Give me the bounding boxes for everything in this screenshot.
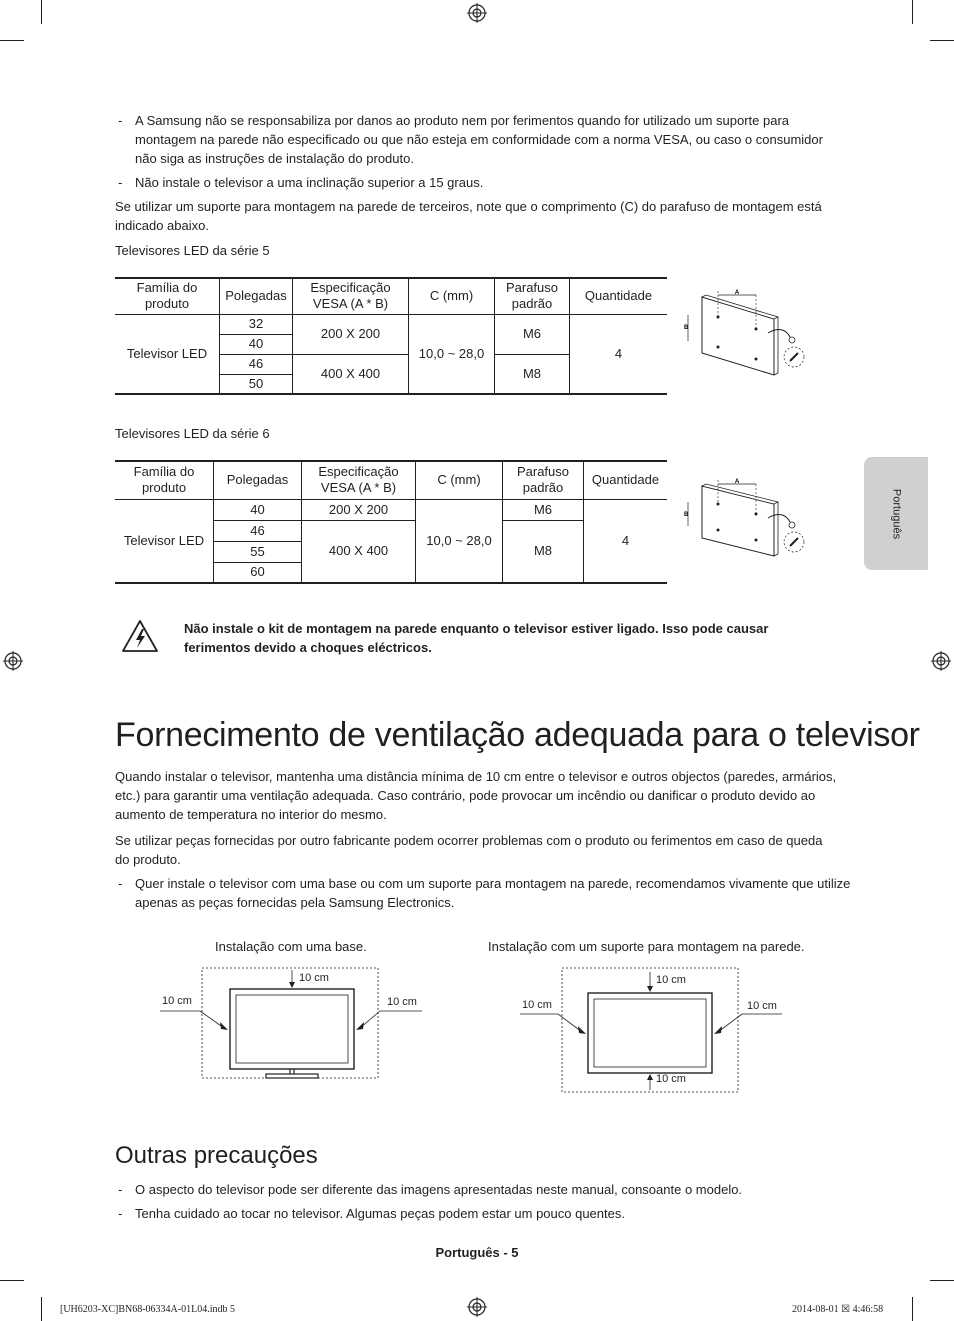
- col-screw: Parafuso padrão: [495, 278, 570, 314]
- precautions-heading: Outras precauções: [115, 1142, 318, 1169]
- clearance-top-label: 10 cm: [656, 974, 686, 986]
- intro-bullet-2: - Não instale o televisor a uma inclinação superior a 15 graus.: [118, 175, 484, 190]
- ventilation-paragraph-2: Se utilizar peças fornecidas por outro fabricante podem ocorrer problemas com o produto ou ferimentos em caso de queda do produto.: [115, 833, 823, 867]
- wall-mount-diagram-series5: [682, 287, 812, 379]
- print-footer-right: 2014-08-01 ☒ 4:46:58: [792, 1304, 884, 1315]
- clearance-top-label: 10 cm: [299, 972, 329, 984]
- col-c: C (mm): [409, 278, 495, 314]
- list-item: - O aspecto do televisor pode ser diferente das imagens apresentadas neste manual, consoante o modelo.: [118, 1182, 743, 1197]
- clearance-right-label: 10 cm: [387, 996, 417, 1008]
- inches-cell: 55: [214, 541, 302, 562]
- inches-cell: 32: [220, 314, 293, 334]
- stand-installation-diagram: [160, 962, 430, 1082]
- col-quantity: Quantidade: [584, 461, 668, 499]
- registration-mark-left: [3, 651, 23, 671]
- intro-paragraph: Se utilizar um suporte para montagem na parede de terceiros, note que o comprimento (C) do parafuso de montagem está indicado abaixo.: [115, 199, 822, 233]
- inches-cell: 50: [220, 374, 293, 394]
- vesa-cell: 400 X 400: [302, 520, 416, 583]
- electric-shock-warning-icon: [121, 619, 159, 653]
- registration-mark-bottom: [467, 1297, 487, 1317]
- screw-cell: M6: [503, 499, 584, 520]
- clearance-bottom-label: 10 cm: [656, 1073, 686, 1085]
- col-inches: Polegadas: [214, 461, 302, 499]
- inches-cell: 40: [214, 499, 302, 520]
- col-vesa: Especificação VESA (A * B): [302, 461, 416, 499]
- clearance-left-label: 10 cm: [522, 999, 552, 1011]
- col-family: Família do produto: [115, 461, 214, 499]
- col-screw: Parafuso padrão: [503, 461, 584, 499]
- vesa-cell: 200 X 200: [302, 499, 416, 520]
- ventilation-bullet: - Quer instale o televisor com uma base ou com um suporte para montagem na parede, recomendamos vivamente que utilize apenas as peças fornecidas pela Samsung Electronics.: [118, 876, 851, 910]
- wall-mount-diagram-series6: [682, 474, 812, 566]
- col-vesa: Especificação VESA (A * B): [293, 278, 409, 314]
- inches-cell: 46: [220, 354, 293, 374]
- screw-cell: M8: [495, 354, 570, 394]
- vesa-cell: 400 X 400: [293, 354, 409, 394]
- series5-title: Televisores LED da série 5: [115, 243, 270, 258]
- intro-bullets: [115, 111, 840, 192]
- c-cell: 10,0 ~ 28,0: [409, 314, 495, 394]
- ventilation-heading: Fornecimento de ventilação adequada para o televisor: [115, 716, 920, 754]
- col-quantity: Quantidade: [570, 278, 668, 314]
- intro-bullet-1: - A Samsung não se responsabiliza por danos ao produto nem por ferimentos quando for utilizado um suporte para montagem na parede não especificado ou que não esteja em conformidade com a norma VESA, ou caso o consumidor não siga as instruções de instalação do produto.: [118, 113, 823, 166]
- wall-caption: Instalação com um suporte para montagem na parede.: [488, 939, 805, 954]
- page-number: Português - 5: [435, 1245, 519, 1260]
- stand-caption: Instalação com uma base.: [215, 939, 367, 954]
- col-c: C (mm): [416, 461, 503, 499]
- screw-cell: M8: [503, 520, 584, 583]
- clearance-right-label: 10 cm: [747, 1000, 777, 1012]
- family-cell: Televisor LED: [115, 314, 220, 394]
- diagram-label-a: A: [734, 290, 740, 296]
- inches-cell: 60: [214, 562, 302, 583]
- language-tab: [864, 457, 928, 570]
- table-row: [115, 314, 667, 334]
- col-inches: Polegadas: [220, 278, 293, 314]
- registration-mark-top: [467, 3, 487, 23]
- quantity-cell: 4: [570, 314, 668, 394]
- series5-table: [115, 277, 667, 395]
- warning-text: Não instale o kit de montagem na parede enquanto o televisor estiver ligado. Isso pode causar ferimentos devido a choques eléctricos.: [184, 621, 769, 655]
- screw-cell: M6: [495, 314, 570, 354]
- ventilation-paragraph-1: Quando instalar o televisor, mantenha uma distância mínima de 10 cm entre o televisor e outros objectos (paredes, armários, etc.) para garantir uma ventilação adequada. Caso contrário, pode provocar um incêndio ou danificar o produto devido ao aumento de temperatura no interior do mesmo.: [115, 769, 837, 822]
- c-cell: 10,0 ~ 28,0: [416, 499, 503, 583]
- series6-table: [115, 460, 667, 584]
- diagram-label-a: A: [734, 479, 740, 485]
- precautions-list: [115, 1180, 840, 1223]
- list-item: - Tenha cuidado ao tocar no televisor. Algumas peças podem estar um pouco quentes.: [118, 1206, 625, 1221]
- diagram-label-b: B: [684, 325, 689, 331]
- vesa-cell: 200 X 200: [293, 314, 409, 354]
- diagram-label-b: B: [684, 512, 689, 518]
- quantity-cell: 4: [584, 499, 668, 583]
- clearance-left-label: 10 cm: [162, 995, 192, 1007]
- print-footer-left: [UH6203-XC]BN68-06334A-01L04.indb 5: [60, 1304, 235, 1315]
- col-family: Família do produto: [115, 278, 220, 314]
- inches-cell: 40: [220, 334, 293, 354]
- inches-cell: 46: [214, 520, 302, 541]
- series6-title: Televisores LED da série 6: [115, 426, 270, 441]
- wall-installation-diagram: [520, 962, 790, 1094]
- family-cell: Televisor LED: [115, 499, 214, 583]
- registration-mark-right: [931, 651, 951, 671]
- language-tab-label: Português: [890, 488, 903, 539]
- table-row: [115, 499, 667, 520]
